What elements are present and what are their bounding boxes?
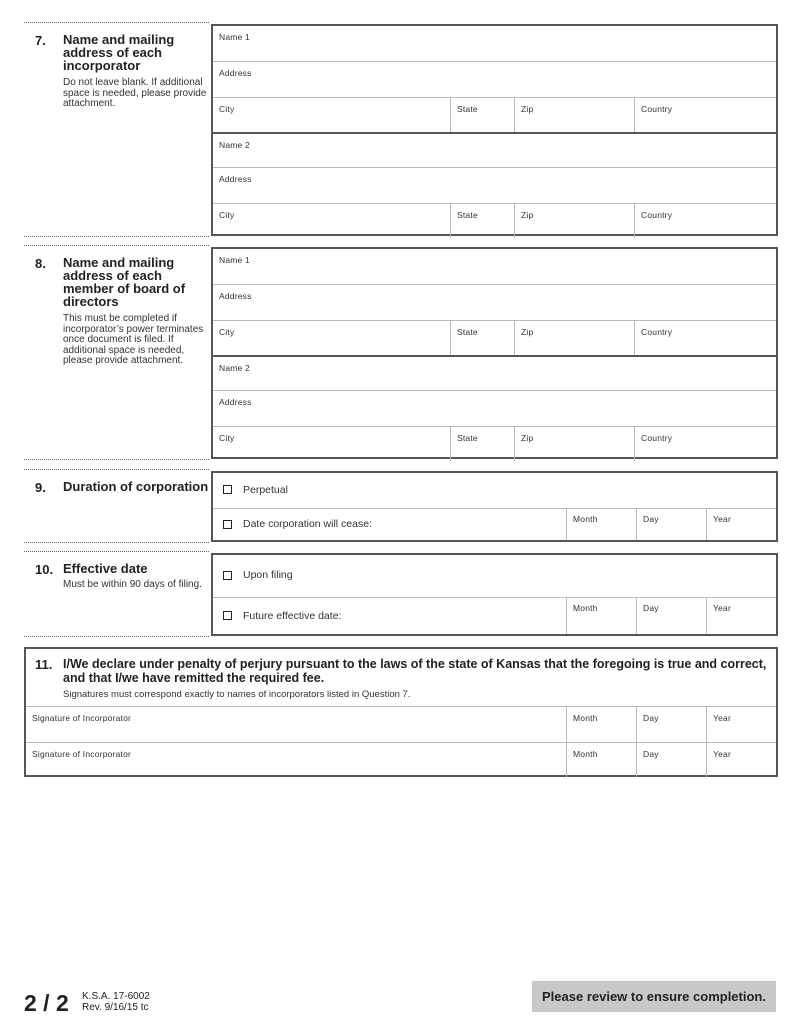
address-field-label: Address [219, 291, 252, 302]
signature-field-label: Signature of Incorporator [32, 748, 132, 759]
state-field[interactable] [450, 203, 514, 238]
section-divider [24, 245, 209, 246]
zip-field[interactable] [514, 320, 634, 355]
option-row[interactable] [213, 473, 776, 508]
year-field[interactable] [706, 706, 776, 742]
address-field[interactable] [213, 61, 776, 96]
zip-field-label: Zip [521, 209, 534, 220]
section-divider [24, 459, 209, 460]
section-divider [24, 469, 209, 470]
city-field[interactable] [213, 203, 450, 238]
statute-reference: K.S.A. 17-6002 [82, 991, 150, 1002]
address-field[interactable] [213, 167, 776, 202]
option-box [211, 553, 778, 636]
declaration-box [24, 647, 778, 777]
name-field[interactable] [213, 355, 776, 390]
address-field-label: Address [219, 397, 252, 408]
option-2-label: Future effective date: [243, 609, 342, 622]
state-field[interactable] [450, 97, 514, 132]
year-field[interactable] [706, 508, 776, 540]
address-box [211, 247, 778, 459]
review-notice: Please review to ensure completion. [532, 981, 776, 1012]
section-divider [24, 236, 209, 237]
name-field[interactable] [213, 249, 776, 284]
page-number: 2 / 2 [24, 990, 69, 1016]
section-note: This must be completed if incorporator’s power terminates once document is filed. If additional space is needed, please provide attachment. [63, 313, 204, 366]
year-field-label: Year [713, 748, 731, 759]
city-field-label: City [219, 103, 235, 114]
day-field[interactable] [636, 706, 706, 742]
zip-field-label: Zip [521, 326, 534, 337]
name-field-label: Name 1 [219, 255, 250, 265]
country-field[interactable] [634, 320, 776, 355]
state-field-label: State [457, 432, 478, 443]
year-field-label: Year [713, 713, 731, 723]
section-number: 11. [35, 657, 53, 672]
option-row[interactable] [213, 555, 776, 597]
section-number: 7. [35, 33, 46, 48]
signature-field-label: Signature of Incorporator [32, 713, 132, 723]
section-title: Name and mailing address of each member of board of directors [63, 255, 186, 309]
day-field-label: Day [643, 748, 659, 759]
day-field-label: Day [643, 713, 659, 723]
section-number: 10. [35, 562, 54, 577]
day-field-label: Day [643, 603, 659, 613]
month-field-label: Month [573, 603, 598, 613]
section-divider [24, 636, 209, 637]
section-divider [24, 551, 209, 552]
zip-field[interactable] [514, 426, 634, 461]
section-title: Effective date [63, 561, 148, 576]
section-title: Duration of corporation [63, 479, 209, 494]
year-field-label: Year [713, 603, 731, 613]
option-2-checkbox[interactable] [223, 518, 372, 530]
country-field-label: Country [641, 103, 673, 114]
section-title: Name and mailing address of each incorporator [63, 32, 175, 73]
option-1-checkbox[interactable] [223, 484, 288, 496]
state-field-label: State [457, 209, 478, 220]
month-field[interactable] [566, 742, 636, 778]
month-field[interactable] [566, 597, 636, 634]
section-number: 8. [35, 256, 46, 271]
zip-field-label: Zip [521, 432, 534, 443]
month-field-label: Month [573, 514, 598, 524]
address-field-label: Address [219, 174, 252, 185]
state-field-label: State [457, 103, 478, 114]
option-1-label: Perpetual [243, 483, 288, 496]
checkbox-icon[interactable] [223, 611, 232, 620]
name-field-label: Name 2 [219, 363, 250, 373]
section-number: 9. [35, 480, 46, 495]
city-field[interactable] [213, 97, 450, 132]
country-field[interactable] [634, 426, 776, 461]
section-divider [24, 542, 209, 543]
section-note: Signatures must correspond exactly to names of incorporators listed in Question 7. [63, 689, 411, 700]
month-field-label: Month [573, 748, 598, 759]
year-field[interactable] [706, 742, 776, 778]
month-field[interactable] [566, 508, 636, 540]
month-field[interactable] [566, 706, 636, 742]
option-1-label: Upon filing [243, 569, 293, 581]
checkbox-icon[interactable] [223, 520, 232, 529]
country-field-label: Country [641, 326, 673, 337]
state-field[interactable] [450, 426, 514, 461]
address-field-label: Address [219, 68, 252, 79]
state-field-label: State [457, 326, 478, 337]
name-field-label: Name 2 [219, 140, 250, 150]
city-field-label: City [219, 326, 235, 337]
option-row[interactable] [213, 597, 776, 634]
day-field[interactable] [636, 742, 706, 778]
option-1-checkbox[interactable] [223, 569, 293, 581]
section-divider [24, 22, 209, 23]
option-2-label: Date corporation will cease: [243, 518, 372, 530]
day-field[interactable] [636, 508, 706, 540]
country-field-label: Country [641, 209, 673, 220]
revision-info: Rev. 9/16/15 tc [82, 1002, 149, 1013]
name-field-label: Name 1 [219, 32, 250, 42]
country-field[interactable] [634, 97, 776, 132]
zip-field-label: Zip [521, 103, 534, 114]
address-field[interactable] [213, 284, 776, 319]
address-field[interactable] [213, 390, 776, 425]
year-field-label: Year [713, 514, 731, 524]
city-field[interactable] [213, 426, 450, 461]
zip-field[interactable] [514, 97, 634, 132]
option-2-checkbox[interactable] [223, 610, 341, 622]
zip-field[interactable] [514, 203, 634, 238]
section-note: Must be within 90 days of filing. [63, 579, 202, 590]
option-row[interactable] [213, 508, 776, 540]
checkbox-icon[interactable] [223, 571, 232, 580]
address-box [211, 24, 778, 236]
country-field-label: Country [641, 432, 673, 443]
section-title: I/We declare under penalty of perjury pursuant to the laws of the state of Kansas that the foregoing is true and correct, and that I/we have remitted the required fee. [63, 657, 767, 685]
month-field-label: Month [573, 713, 598, 723]
city-field-label: City [219, 432, 235, 443]
city-field[interactable] [213, 320, 450, 355]
checkbox-icon[interactable] [223, 485, 232, 494]
country-field[interactable] [634, 203, 776, 238]
name-field[interactable] [213, 26, 776, 61]
day-field-label: Day [643, 514, 659, 524]
year-field[interactable] [706, 597, 776, 634]
signature-field[interactable] [26, 742, 566, 778]
signature-field[interactable] [26, 706, 566, 742]
day-field[interactable] [636, 597, 706, 634]
option-box [211, 471, 778, 542]
name-field[interactable] [213, 132, 776, 167]
city-field-label: City [219, 209, 235, 220]
section-note: Do not leave blank. If additional space is needed, please provide attachment. [63, 77, 207, 109]
state-field[interactable] [450, 320, 514, 355]
